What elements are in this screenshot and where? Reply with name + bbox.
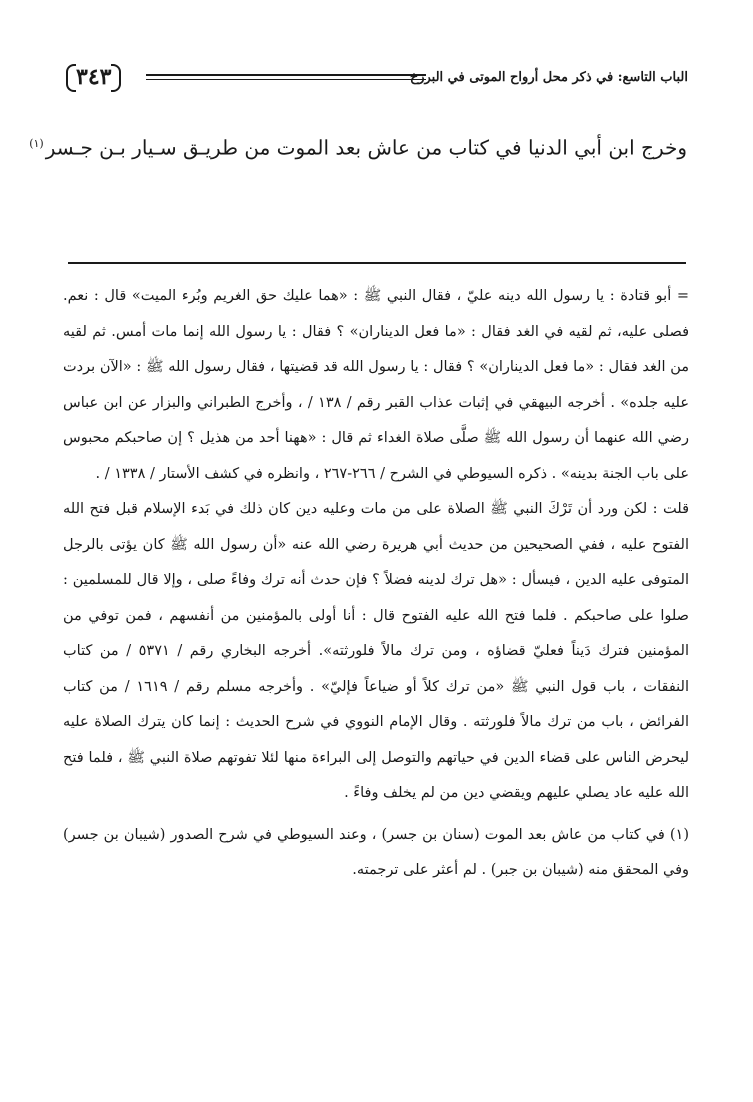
note-commentary: قلت : لكن ورد أن تَرْكَ النبي ﷺ الصلاة على من مات وعليه دين كان ذلك في بَدء الإسلام قبل فتح الله الفتوح عليه ، ففي الصحيحين من حديث أبي هريرة رضي الله عنه «أن رسول الله ﷺ كان يؤتى بالرجل المتوفى عليه الدين ، فيسأل : «هل ترك لدينه فضلاً ؟ فإن حدث أنه ترك وفاءً صلى ، وإلا قال للمسلمين : صلوا على صاحبكم . فلما فتح الله عليه الفتوح قال : أنا أولى بالمؤمنين من أنفسهم ، فمن توفي من المؤمنين فترك دَيناً فعليّ قضاؤه ، ومن ترك مالاً فلورثته». أخرجه البخاري رقم / ٥٣٧١ / من كتاب النفقات ، باب قول النبي ﷺ «من ترك كلاً أو ضياعاً فإليّ» . وأخرجه مسلم رقم / ١٦١٩ / من كتاب الفرائض ، باب من ترك مالاً فلورثته . وقال الإمام النووي في شرح الحديث : إنما كان يترك الصلاة عليه ليحرض الناس على قضاء الدين في حياتهم والتوصل إلى البراءة منها لئلا تفوتهم صلاة النبي ﷺ ، فلما فتح الله عليه عاد يصلي عليهم ويقضي دين من لم يخلف وفاءً . xyxy=(63,501,689,801)
main-text-line xyxy=(29,126,687,166)
footnote-separator xyxy=(68,262,686,264)
footnote-reference: (١) xyxy=(29,137,44,150)
page-number: ٣٤٣ xyxy=(66,60,121,96)
note-continuation: = أبو قتادة : يا رسول الله دينه عليّ ، فقال النبي ﷺ : «هما عليك حق الغريم وبُرء الميت» قال : نعم. فصلى عليه، ثم لقيه في الغد فقال : «ما فعل الديناران» ؟ فقال : يا رسول الله إنما مات أمس. ثم لقيه من الغد فقال : «ما فعل الديناران» ؟ فقال : يا رسول الله قد قضيتها ، فقال رسول الله ﷺ : «الآن بردت عليه جلده» . أخرجه البيهقي في إثبات عذاب القبر رقم / ١٣٨ / ، وأخرج الطبراني والبزار عن ابن عباس رضي الله عنهما أن رسول الله ﷺ صلَّى صلاة الغداء ثم قال : «ههنا أحد من هذيل ؟ إن صاحبكم محبوس على باب الجنة بدينه» . ذكره السيوطي في الشرح / ٢٦٦-٢٦٧ ، وانظره في كشف الأستار / ١٣٣٨ / . xyxy=(63,288,689,482)
page-header xyxy=(66,60,688,96)
notes-section xyxy=(63,279,689,889)
footnote-1: (١) في كتاب من عاش بعد الموت (سنان بن جسر) ، وعند السيوطي في شرح الصدور (شيبان بن جسر) وفي المحقق منه (شيبان بن جبر) . لم أعثر على ترجمته. xyxy=(63,826,689,878)
header-rule xyxy=(146,74,426,80)
running-title: الباب التاسع: في ذكر محل أرواح الموتى في البرزخ xyxy=(409,70,688,85)
main-text: وخرج ابن أبي الدنيا في كتاب من عاش بعد الموت من طريـق سـيار بـن جـسر xyxy=(45,135,687,160)
